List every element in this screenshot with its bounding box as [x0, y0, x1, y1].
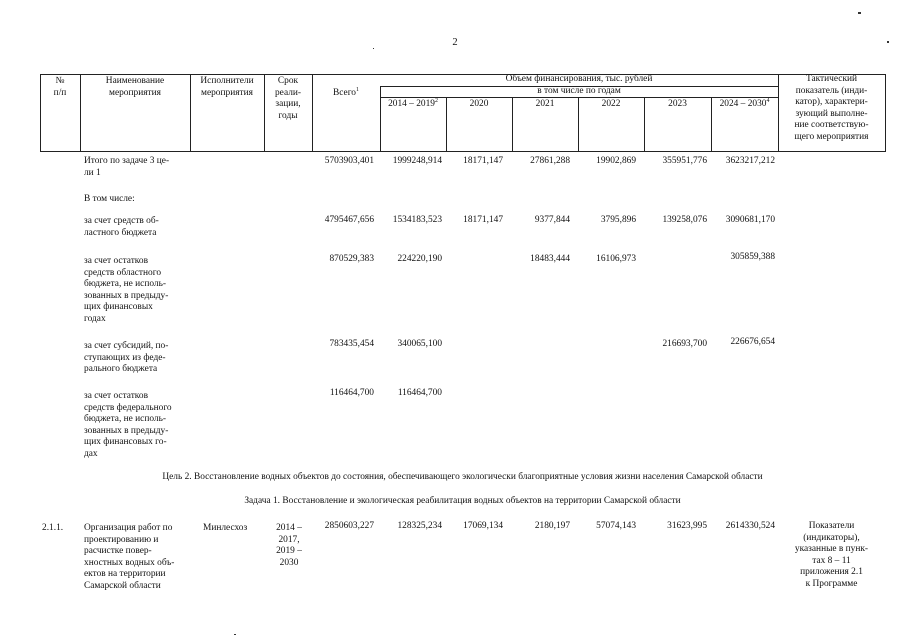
cell-2014-2019: 1534183,523 — [392, 215, 442, 225]
cell-total: 4795467,656 — [324, 215, 374, 225]
cell-total: 783435,454 — [329, 339, 374, 349]
cell-2024-2030: 3623217,212 — [725, 156, 775, 166]
header-year-2021: 2021 — [535, 99, 555, 109]
cell-2014-2019: 128325,234 — [397, 521, 442, 531]
cell-2024-2030: 2614330,524 — [725, 521, 775, 531]
goal-2-heading: Цель 2. Восстановление водных объектов до состояния, обеспечивающего экологически благоприятные условия жизни населения Самарской области — [162, 472, 763, 482]
scan-speck — [373, 48, 374, 49]
cell-total: 5703903,401 — [324, 156, 374, 166]
item-executor: Минлесхоз — [203, 523, 248, 533]
header-by-years: в том числе по годам — [537, 86, 621, 96]
cell-2023: 139258,076 — [662, 215, 707, 225]
item-term: 2014 – 2017, 2019 – 2030 — [276, 523, 302, 568]
cell-total: 116464,700 — [329, 388, 374, 398]
item-name: Организация работ по проектированию и расчистке повер- хностных водных объ- ектов на территории Самарской области — [84, 523, 175, 591]
cell-2023: 216693,700 — [662, 339, 707, 349]
cell-2020: 17069,134 — [463, 521, 503, 531]
cell-2022: 57074,143 — [596, 521, 636, 531]
cell-2021: 27861,288 — [530, 156, 570, 166]
cell-2022: 16106,973 — [596, 254, 636, 264]
cell-total: 870529,383 — [329, 254, 374, 264]
row-name: за счет остатков средств федерального бюджета, не исполь- зованных в предыду- щих финансовых го- дах — [84, 391, 172, 459]
cell-2020: 18171,147 — [463, 156, 503, 166]
col-line — [885, 74, 886, 152]
header-indicator: Тактический показатель (инди- катор), характери- зующий выполне- ние соответствую- щего мероприятия — [794, 74, 869, 142]
cell-2023: 355951,776 — [662, 156, 707, 166]
scan-speck — [887, 41, 889, 43]
cell-2014-2019: 340065,100 — [397, 339, 442, 349]
cell-2014-2019: 1999248,914 — [392, 156, 442, 166]
header-year-2024-2030: 2024 – 2030$^4$ — [719, 97, 770, 109]
row-name: за счет остатков средств областного бюджета, не исполь- зованных в предыду- щих финансовых годах — [84, 256, 169, 324]
cell-2014-2019: 224220,190 — [397, 254, 442, 264]
item-number: 2.1.1. — [42, 523, 64, 533]
header-year-2014-2019: 2014 – 2019$^2$ — [388, 97, 438, 109]
cell-2021: 2180,197 — [534, 521, 570, 531]
cell-2021: 9377,844 — [534, 215, 570, 225]
cell-2020: 18171,147 — [463, 215, 503, 225]
header-year-2023: 2023 — [668, 99, 687, 109]
header-year-2022: 2022 — [601, 99, 621, 109]
row-name: за счет средств об- ластного бюджета — [84, 216, 159, 238]
header-executors: Исполнители мероприятия — [200, 76, 254, 98]
cell-2021: 18483,444 — [530, 254, 570, 264]
scan-speck — [858, 12, 861, 14]
row-name: Итого по задаче 3 це- ли 1 — [84, 156, 170, 178]
header-year-2020: 2020 — [469, 99, 489, 109]
header-volume: Объем финансирования, тыс. рублей — [505, 74, 653, 84]
col-line — [312, 74, 313, 152]
cell-total: 2850603,227 — [324, 521, 374, 531]
page-number: 2 — [452, 37, 458, 48]
header-num: № п/п — [53, 76, 67, 98]
row-label-in-total: В том числе: — [84, 194, 135, 204]
header-name: Наименование мероприятия — [105, 76, 165, 98]
header-bottom-border — [40, 151, 885, 152]
cell-2022: 3795,896 — [600, 215, 636, 225]
cell-2024-2030: 305859,388 — [730, 252, 775, 262]
header-total: Всего$^1$ — [333, 86, 359, 98]
cell-2022: 19902,869 — [596, 156, 636, 166]
item-indicator: Показатели (индикаторы), указанные в пунк- тах 8 – 11 приложения 2.1 к Программе — [794, 521, 869, 589]
row-name: за счет субсидий, по- ступающих из феде- рального бюджета — [84, 341, 169, 375]
cell-2014-2019: 116464,700 — [397, 388, 442, 398]
cell-2024-2030: 226676,654 — [730, 337, 775, 347]
cell-2023: 31623,995 — [667, 521, 707, 531]
scan-speck — [234, 634, 236, 635]
task-1-heading: Задача 1. Восстановление и экологическая реабилитация водных объектов на территории Самарской области — [244, 496, 681, 506]
cell-2024-2030: 3090681,170 — [725, 215, 775, 225]
header-term: Срок реали- зации, годы — [274, 76, 302, 121]
